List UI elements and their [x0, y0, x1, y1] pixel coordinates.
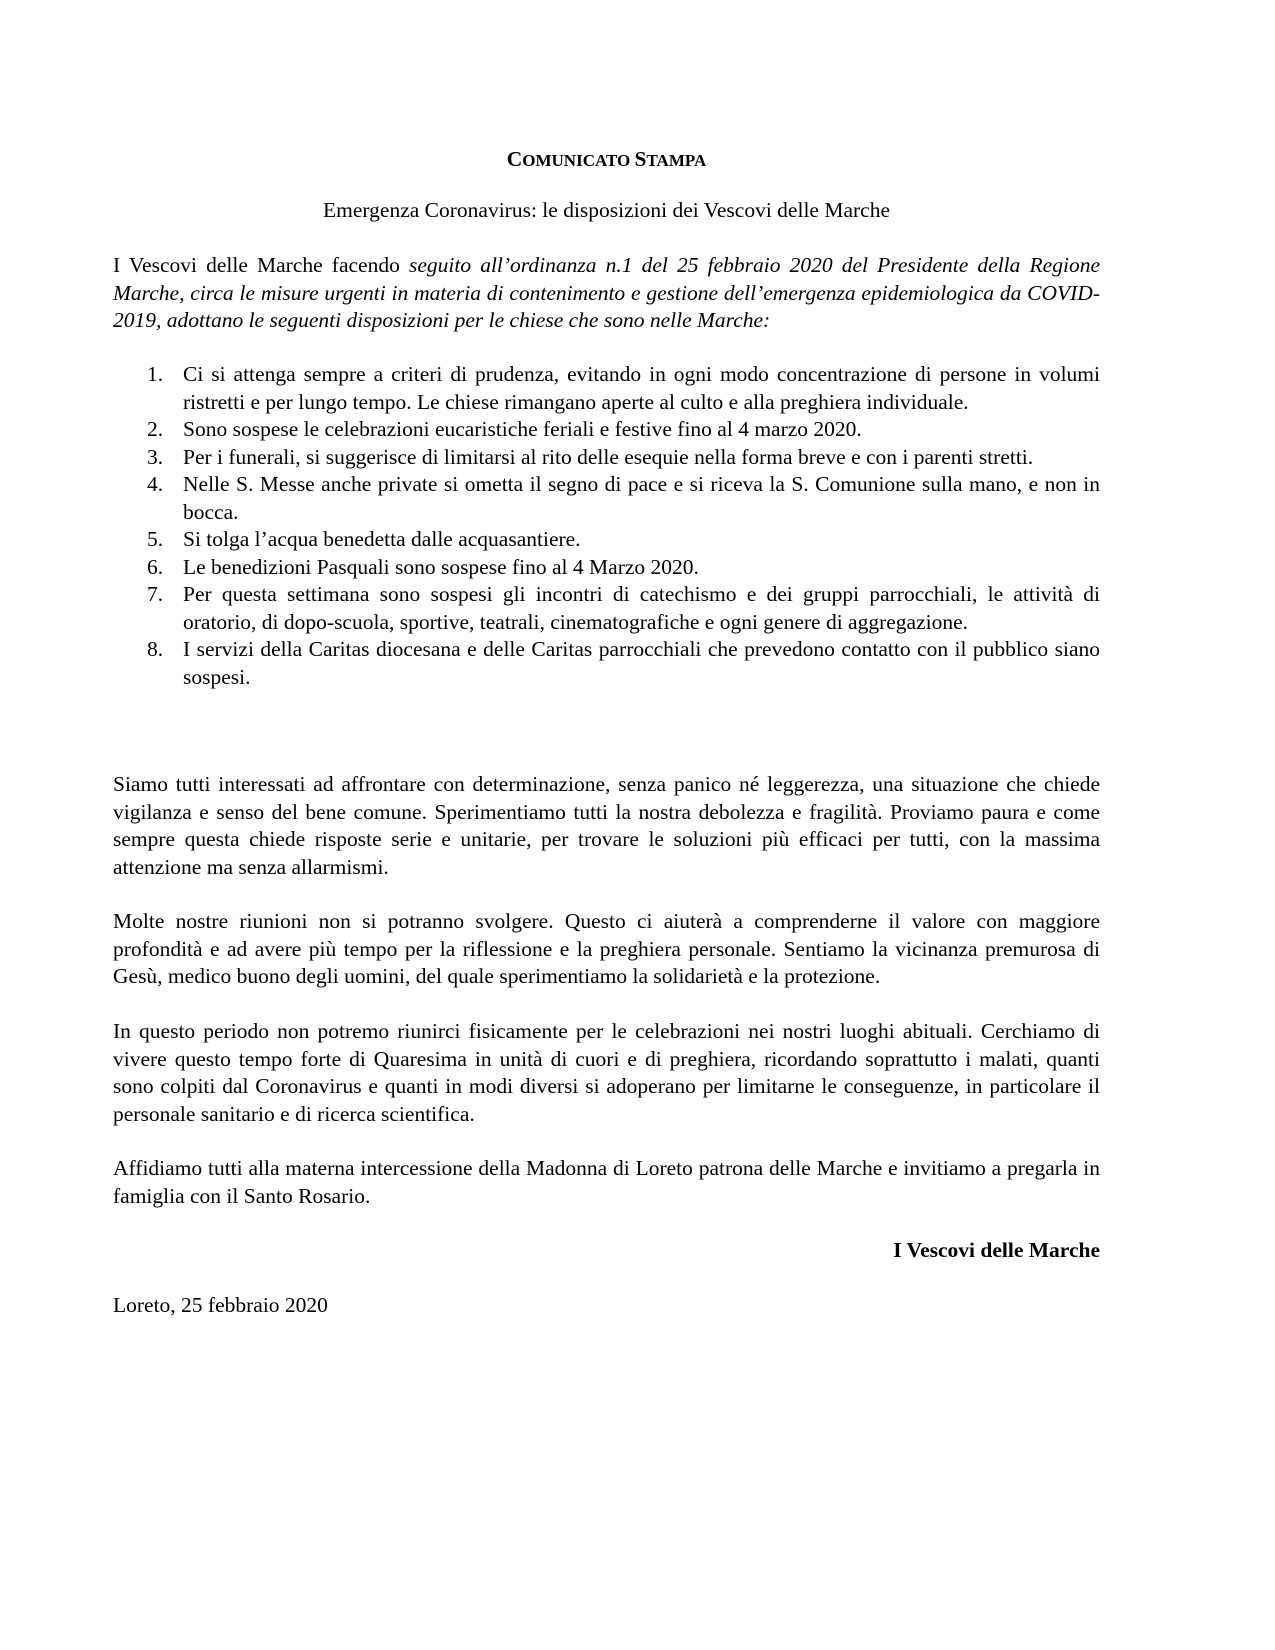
list-item	[113, 526, 1100, 554]
body-paragraph-1: Siamo tutti interessati ad affrontare con determinazione, senza panico né leggerezza, una situazione che chiede vigilanza e senso del bene comune. Sperimentiamo tutti la nostra debolezza e fragilità. Proviamo paura e come sempre questa chiede risposte serie e unitarie, per trovare le soluzioni più efficaci per tutti, con la massima attenzione ma senza allarmismi.	[113, 772, 1100, 879]
signature: I Vescovi delle Marche	[893, 1238, 1100, 1262]
body-paragraph-3: In questo periodo non potremo riunirci fisicamente per le celebrazioni nei nostri luoghi abituali. Cerchiamo di vivere questo tempo forte di Quaresima in unità di cuori e di preghiera, ricordando soprattutto i malati, quanti sono colpiti dal Coronavirus e quanti in modi diversi si adoperano per limitarne le conseguenze, in particolare il personale sanitario e di ricerca scientifica.	[113, 1019, 1100, 1126]
dispositions-list	[113, 361, 1100, 691]
list-item	[113, 636, 1100, 691]
body-paragraph-2: Molte nostre riunioni non si potranno svolgere. Questo ci aiuterà a comprenderne il valore con maggiore profondità e ad avere più tempo per la riflessione e la preghiera personale. Sentiamo la vicinanza premurosa di Gesù, medico buono degli uomini, del quale sperimentiamo la solidarietà e la protezione.	[113, 909, 1100, 988]
item-number: 8.	[147, 637, 164, 661]
item-number: 3.	[147, 444, 164, 469]
item-text: Per i funerali, si suggerisce di limitarsi al rito delle esequie nella forma breve e con i parenti stretti.	[183, 444, 1034, 469]
list-item	[113, 471, 1100, 526]
heading-word-2-initial: S	[634, 147, 647, 171]
intro-paragraph	[113, 252, 1100, 335]
item-number: 2.	[147, 417, 164, 441]
document-subtitle: Emergenza Coronavirus: le disposizioni dei Vescovi delle Marche	[322, 198, 890, 222]
item-number: 1.	[147, 362, 164, 386]
item-text: I servizi della Caritas diocesana e delle Caritas parrocchiali che prevedono contatto con il pubblico siano sospesi.	[183, 637, 1100, 689]
list-item	[113, 444, 1100, 472]
item-text: Si tolga l’acqua benedetta dalle acquasantiere.	[183, 527, 581, 551]
list-item	[113, 361, 1100, 416]
heading-word-1: OMUNICATO	[522, 151, 635, 170]
heading-initial: C	[506, 147, 523, 171]
heading-word-2-rest: TAMPA	[646, 151, 707, 170]
item-text: Per questa settimana sono sospesi gli incontri di catechismo e dei gruppi parrocchiali, le attività di oratorio, di dopo-scuola, sportive, teatrali, cinematografiche e ogni genere di aggregazione.	[183, 582, 1100, 634]
document-heading	[113, 146, 1100, 175]
item-text: Nelle S. Messe anche private si ometta il segno di pace e si riceva la S. Comunione sulla mano, e non in bocca.	[183, 472, 1100, 524]
intro-plain: I Vescovi delle Marche facendo	[113, 253, 409, 277]
list-item	[113, 416, 1100, 444]
body-paragraph-4: Affidiamo tutti alla materna intercessione della Madonna di Loreto patrona delle Marche e invitiamo a pregarla in famiglia con il Santo Rosario.	[113, 1156, 1100, 1208]
item-number: 6.	[147, 554, 164, 579]
list-item	[113, 554, 1100, 582]
item-number: 4.	[147, 472, 164, 496]
item-text: Sono sospese le celebrazioni eucaristiche feriali e festive fino al 4 marzo 2020.	[183, 417, 862, 441]
item-text: Le benedizioni Pasquali sono sospese fino al 4 Marzo 2020.	[183, 554, 699, 579]
item-number: 5.	[147, 527, 164, 551]
intro-italic: seguito all’ordinanza n.1 del 25 febbraio 2020 del Presidente della Regione Marche, circa le misure urgenti in materia di contenimento e gestione dell’emergenza epidemiologica da COVID-2019, adottano le seguenti disposizioni per le chiese che sono nelle Marche:	[113, 253, 1100, 332]
place-date: Loreto, 25 febbraio 2020	[113, 1293, 328, 1317]
item-text: Ci si attenga sempre a criteri di prudenza, evitando in ogni modo concentrazione di persone in volumi ristretti e per lungo tempo. Le chiese rimangano aperte al culto e alla preghiera individuale.	[183, 362, 1100, 414]
list-item	[113, 581, 1100, 636]
item-number: 7.	[147, 582, 164, 606]
